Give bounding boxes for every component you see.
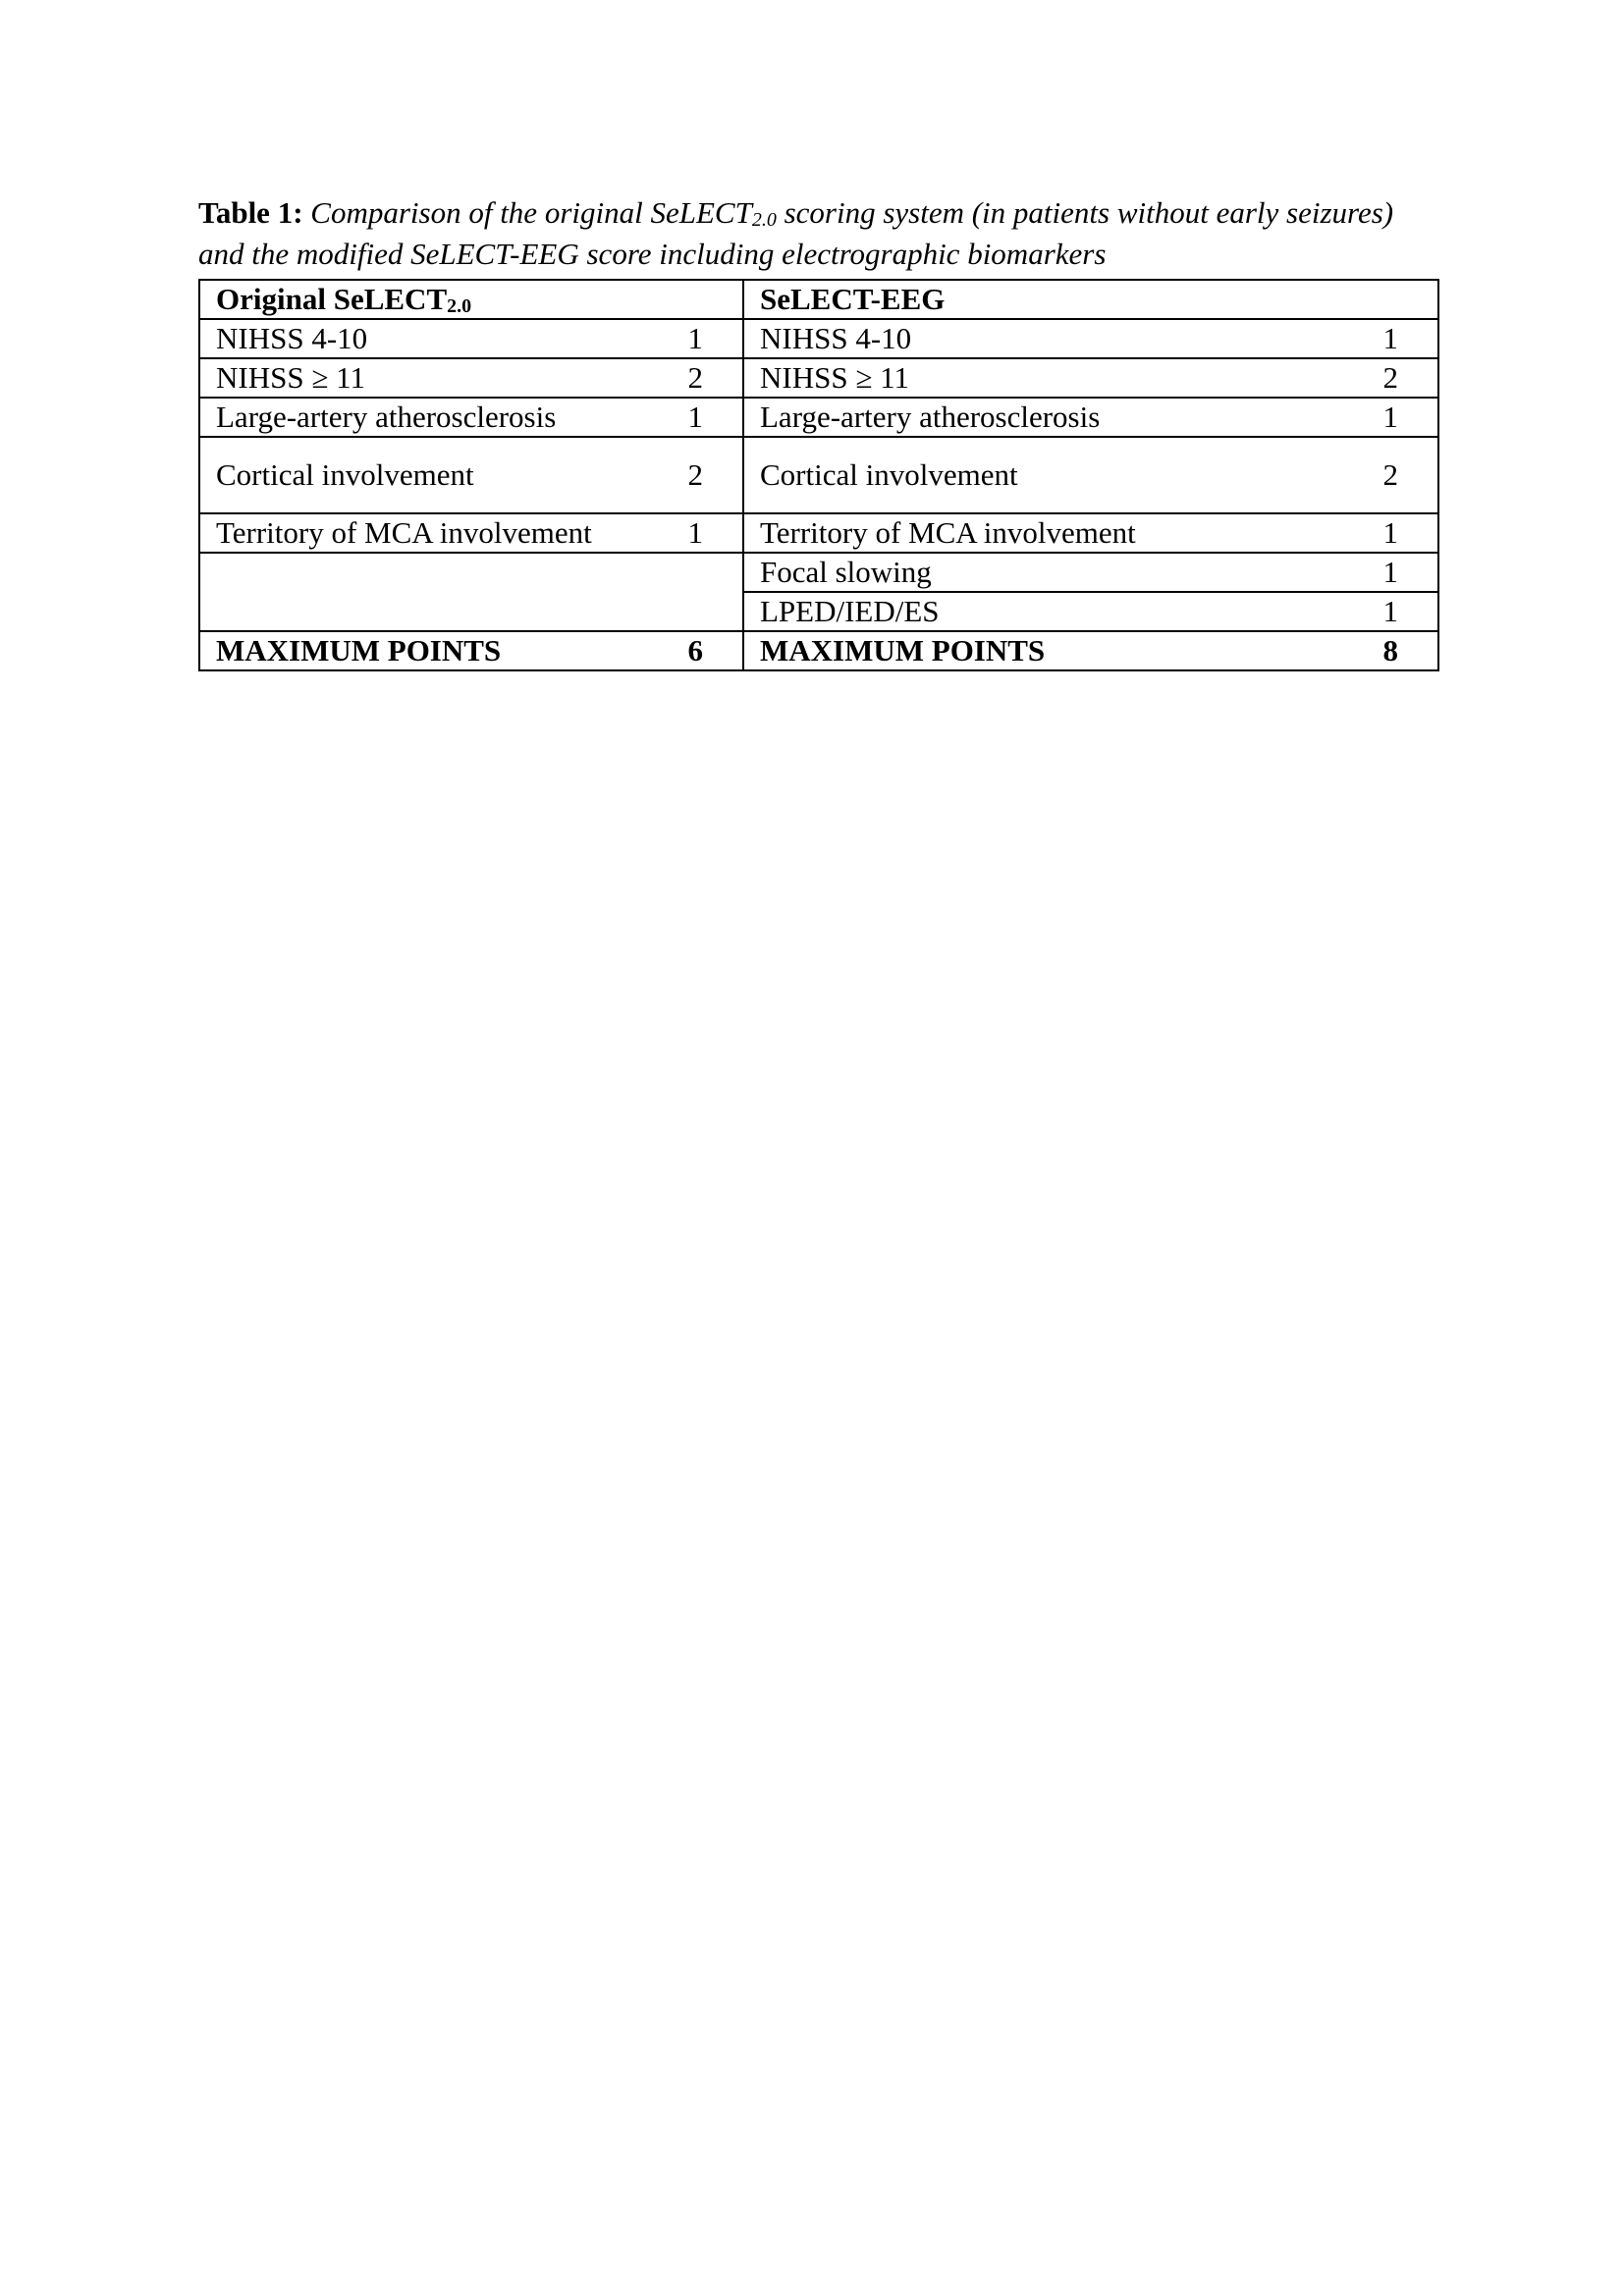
table-row	[199, 592, 1438, 631]
left-header-subscript: 2.0	[447, 295, 472, 317]
right-value-cell: 1	[1342, 319, 1438, 358]
left-label-cell: NIHSS ≥ 11	[199, 358, 629, 398]
left-total-label-cell: MAXIMUM POINTS	[199, 631, 629, 670]
right-label-cell: Cortical involvement	[743, 437, 1342, 513]
left-value-cell: 1	[629, 319, 743, 358]
score-comparison-table	[198, 279, 1439, 671]
left-label-cell: NIHSS 4-10	[199, 319, 629, 358]
right-label-cell: NIHSS ≥ 11	[743, 358, 1342, 398]
left-header-cell	[199, 280, 743, 319]
left-header-text: Original SeLECT	[216, 282, 448, 316]
right-header-cell: SeLECT-EEG	[743, 280, 1438, 319]
left-label-cell	[199, 553, 629, 592]
left-value-cell	[629, 592, 743, 631]
table-row	[199, 553, 1438, 592]
right-value-cell: 1	[1342, 513, 1438, 553]
left-value-cell: 2	[629, 437, 743, 513]
right-value-cell: 2	[1342, 358, 1438, 398]
right-value-cell: 1	[1342, 553, 1438, 592]
right-total-value-cell: 8	[1342, 631, 1438, 670]
table-row	[199, 358, 1438, 398]
table-row	[199, 513, 1438, 553]
left-total-value-cell: 6	[629, 631, 743, 670]
right-value-cell: 1	[1342, 398, 1438, 437]
table-row	[199, 319, 1438, 358]
caption-text-part2: scoring system (in patients without early seizures) and the modified SeLECT-EEG score including electrographic biomarkers	[198, 195, 1394, 271]
left-value-cell: 1	[629, 513, 743, 553]
caption-label: Table 1:	[198, 195, 303, 230]
right-value-cell: 2	[1342, 437, 1438, 513]
right-label-cell: Large-artery atherosclerosis	[743, 398, 1342, 437]
right-label-cell: LPED/IED/ES	[743, 592, 1342, 631]
table-header-row	[199, 280, 1438, 319]
right-label-cell: NIHSS 4-10	[743, 319, 1342, 358]
left-label-cell	[199, 592, 629, 631]
left-label-cell: Cortical involvement	[199, 437, 629, 513]
right-label-cell: Territory of MCA involvement	[743, 513, 1342, 553]
caption-text	[198, 195, 1393, 271]
caption-subscript: 2.0	[751, 209, 777, 231]
table-row	[199, 398, 1438, 437]
right-total-label-cell: MAXIMUM POINTS	[743, 631, 1342, 670]
table-row	[199, 437, 1438, 513]
caption-text-part1: Comparison of the original SeLECT	[302, 195, 752, 230]
left-label-cell: Territory of MCA involvement	[199, 513, 629, 553]
right-value-cell: 1	[1342, 592, 1438, 631]
left-value-cell: 2	[629, 358, 743, 398]
left-value-cell: 1	[629, 398, 743, 437]
left-label-cell: Large-artery atherosclerosis	[199, 398, 629, 437]
table-total-row	[199, 631, 1438, 670]
right-label-cell: Focal slowing	[743, 553, 1342, 592]
table-caption	[198, 192, 1435, 275]
left-value-cell	[629, 553, 743, 592]
